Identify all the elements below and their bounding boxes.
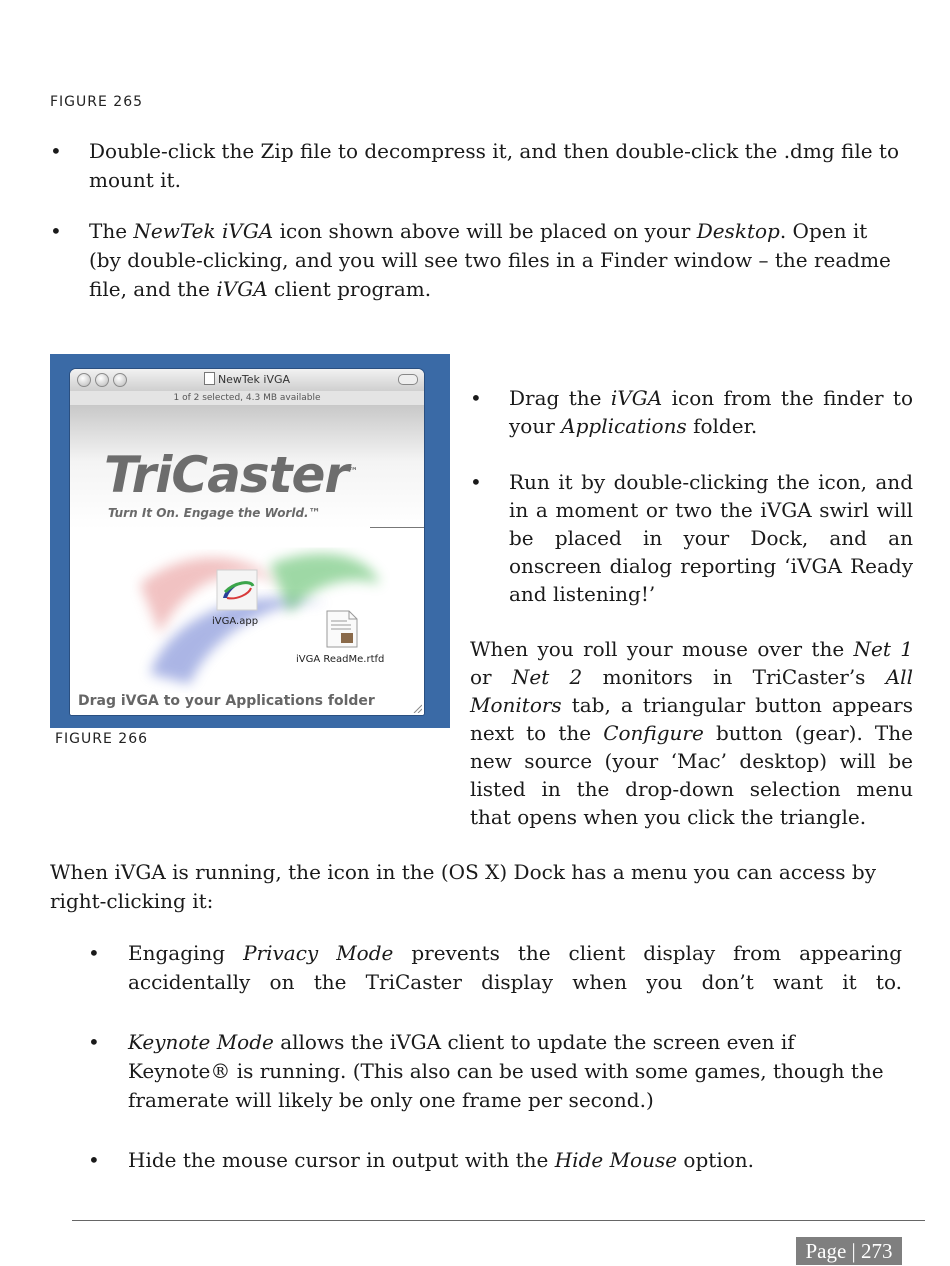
bullet-text — [89, 137, 902, 195]
text-run: client program. — [267, 277, 432, 301]
resize-handle-icon — [412, 703, 422, 713]
bullet-text — [128, 939, 902, 997]
text-run: button (gear). The new source (your ‘Mac’ desktop) will be listed in the drop-down selection menu that opens when you click the triangle. — [470, 721, 913, 829]
text-run: allows the iVGA client to update the screen even if Keynote® is running. (This also can be used with some games, though the framerate will likely be only one frame per second.) — [128, 1030, 884, 1112]
bullet-glyph: • — [50, 219, 62, 243]
list-item — [88, 939, 902, 997]
text-run: folder. — [686, 414, 758, 438]
emphasized-text: NewTek iVGA — [133, 219, 274, 243]
figure-266-caption: FIGURE 266 — [55, 731, 149, 747]
bullet-text — [509, 384, 913, 440]
emphasized-text: Net 1 — [853, 637, 913, 661]
text-run: monitors in TriCaster’s — [582, 665, 886, 689]
list-item — [88, 1146, 902, 1175]
figure-265-caption: FIGURE 265 — [50, 94, 144, 110]
window-title — [70, 372, 424, 386]
bullet-text — [128, 1146, 902, 1175]
list-item — [88, 1028, 902, 1115]
emphasized-text: Configure — [603, 721, 704, 745]
drag-instruction: Drag iVGA to your Applications folder — [78, 693, 375, 709]
emphasized-text: Net 2 — [511, 665, 583, 689]
emphasized-text: Hide Mouse — [554, 1148, 678, 1172]
window-content — [70, 406, 424, 715]
disk-image-icon — [204, 372, 215, 385]
text-run: Hide the mouse cursor in output with the — [128, 1148, 555, 1172]
emphasized-text: Keynote Mode — [128, 1030, 274, 1054]
bullet-glyph: • — [50, 139, 62, 163]
bullet-text — [509, 468, 913, 608]
text-run: The — [89, 219, 134, 243]
window-titlebar — [70, 369, 424, 392]
emphasized-text: iVGA — [216, 277, 268, 301]
text-run: icon shown above will be placed on your — [273, 219, 697, 243]
list-item — [470, 468, 913, 608]
bullet-glyph: • — [88, 941, 100, 965]
text-run: . Open it (by double-clicking, and you will see two files in a Finder window – the readme file, and the — [89, 219, 891, 301]
emphasized-text: All Monitors — [470, 665, 913, 717]
text-run: Run it by double-clicking the icon, and in a moment or two the iVGA swirl will be placed in your Dock, and an onscreen dialog reporting ‘iVGA Ready and listening!’ — [509, 470, 913, 606]
readme-file-icon — [325, 609, 361, 649]
ivga-app-icon — [215, 568, 259, 612]
text-run: When you roll your mouse over the — [470, 637, 854, 661]
toolbar-toggle-icon — [398, 374, 418, 385]
list-item — [50, 137, 902, 195]
footer-rule — [72, 1220, 925, 1221]
window-title-text: NewTek iVGA — [217, 373, 291, 386]
ivga-app-label: iVGA.app — [212, 616, 259, 627]
readme-file-label: iVGA ReadMe.rtfd — [296, 654, 385, 665]
text-run: When iVGA is running, the icon in the (OS X) Dock has a menu you can access by right-clicking it: — [50, 860, 877, 913]
finder-window — [70, 369, 424, 715]
figure-266-image — [50, 354, 450, 728]
bullet-glyph: • — [470, 386, 482, 410]
text-run: Drag the — [509, 386, 611, 410]
emphasized-text: Privacy Mode — [243, 941, 394, 965]
emphasized-text: Applications — [561, 414, 687, 438]
bullet-text — [128, 1028, 902, 1115]
brand-logo — [104, 446, 357, 504]
text-run: option. — [677, 1148, 754, 1172]
finder-status-bar: 1 of 2 selected, 4.3 MB available — [70, 391, 424, 406]
list-item — [50, 217, 902, 304]
bullet-text — [89, 217, 902, 304]
text-run: icon from the finder to your — [509, 386, 914, 438]
emphasized-text: Desktop — [696, 219, 780, 243]
bullet-glyph: • — [88, 1030, 100, 1054]
text-run: or — [470, 665, 512, 689]
text-run: tab, a triangular button appears next to the — [470, 693, 913, 745]
bullet-glyph: • — [470, 470, 482, 494]
text-run: Engaging — [128, 941, 244, 965]
monitor-paragraph — [470, 635, 913, 831]
bullet-glyph: • — [88, 1148, 100, 1172]
brand-tagline: Turn It On. Engage the World.™ — [108, 506, 321, 520]
text-run: prevents the client display from appearing accidentally on the TriCaster display when you don’t want it to. — [128, 941, 903, 994]
text-run: Double-click the Zip file to decompress it, and then double-click the .dmg file to mount it. — [89, 139, 899, 192]
brand-text: TriCaster — [104, 446, 349, 504]
emphasized-text: iVGA — [610, 386, 663, 410]
trademark-mark: ™ — [348, 466, 358, 478]
page-number: Page | 273 — [796, 1237, 902, 1265]
list-item — [470, 384, 913, 440]
dock-menu-paragraph — [50, 858, 902, 916]
